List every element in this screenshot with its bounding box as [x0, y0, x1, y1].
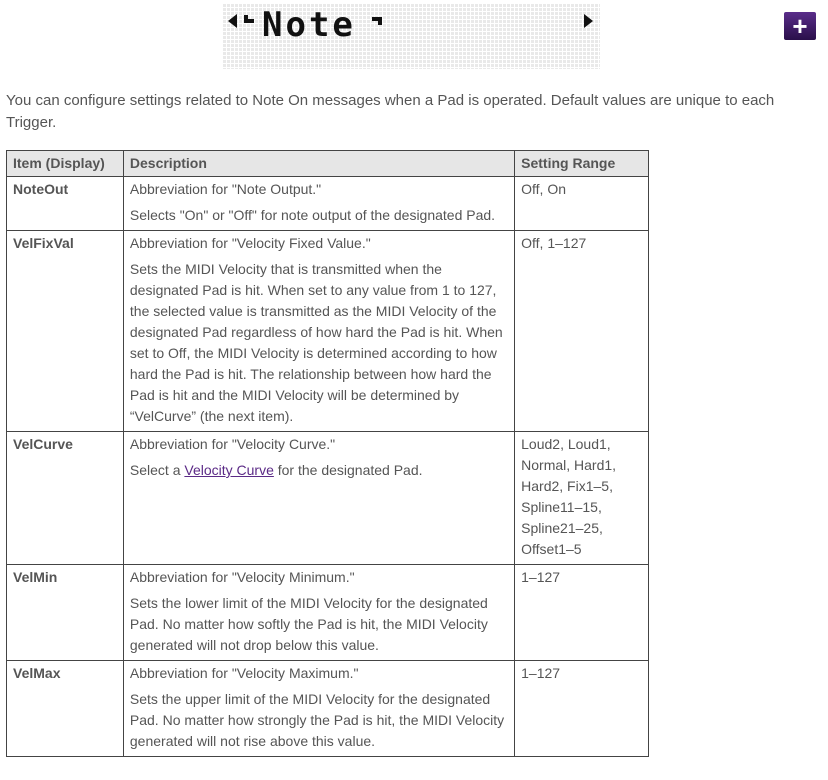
description-text: Select a — [129, 462, 185, 478]
description-cell — [123, 432, 514, 565]
description-detail: Sets the MIDI Velocity that is transmitted when the designated Pad is hit. When set to any value from 1 to 127, the selected value is transmitted as the MIDI Velocity of the designated Pad regardless of how hard the Pad is hit. When set to Off, the MIDI Velocity is determined according to how hard the Pad is hit. The relationship between how hard the Pad is hit and the MIDI Velocity will be determined by “VelCurve” (the next item). — [129, 261, 503, 424]
table-row — [7, 432, 649, 565]
range-cell: Off, 1–127 — [515, 231, 649, 432]
lcd-display — [222, 3, 600, 69]
description-cell — [123, 565, 514, 661]
description-cell — [123, 231, 514, 432]
plus-icon: + — [792, 11, 808, 41]
range-cell: 1–127 — [515, 565, 649, 661]
arrow-right-icon — [584, 14, 593, 28]
table-row — [7, 231, 649, 432]
lcd-title: Note — [262, 5, 356, 45]
expand-button[interactable] — [784, 12, 816, 40]
description-detail: Sets the upper limit of the MIDI Velocity for the designated Pad. No matter how strongly the Pad is hit, the MIDI Velocity generated will not rise above this value. — [129, 691, 505, 749]
description-summary: Abbreviation for "Note Output." — [129, 181, 322, 197]
description-summary: Abbreviation for "Velocity Curve." — [129, 436, 336, 452]
item-cell: VelCurve — [7, 432, 124, 565]
item-cell: VelMin — [7, 565, 124, 661]
item-cell: VelFixVal — [7, 231, 124, 432]
description-cell — [123, 177, 514, 231]
item-cell: VelMax — [7, 661, 124, 757]
description-summary: Abbreviation for "Velocity Fixed Value." — [129, 235, 371, 251]
description-text: for the designated Pad. — [273, 462, 423, 478]
table-row — [7, 565, 649, 661]
table-row — [7, 177, 649, 231]
item-cell: NoteOut — [7, 177, 124, 231]
description-cell — [123, 661, 514, 757]
description-detail: Sets the lower limit of the MIDI Velocity for the designated Pad. No matter how softly the Pad is hit, the MIDI Velocity generated will not drop below this value. — [129, 595, 488, 653]
range-cell: Loud2, Loud1, Normal, Hard1, Hard2, Fix1–5, Spline11–15, Spline21–25, Offset1–5 — [515, 432, 649, 565]
table-header-row — [7, 151, 649, 177]
header-description: Description — [123, 151, 514, 177]
description-summary: Abbreviation for "Velocity Minimum." — [129, 569, 355, 585]
settings-table — [6, 150, 649, 757]
intro-text: You can configure settings related to Note On messages when a Pad is operated. Default values are unique to each Trigger. — [6, 92, 775, 131]
table-row — [7, 661, 649, 757]
header-item: Item (Display) — [7, 151, 124, 177]
description-detail — [130, 460, 508, 481]
velocity-curve-link[interactable]: Velocity Curve — [184, 462, 274, 478]
range-cell: Off, On — [515, 177, 649, 231]
description-summary: Abbreviation for "Velocity Maximum." — [129, 665, 359, 681]
header-setting-range: Setting Range — [515, 151, 649, 177]
description-detail: Selects "On" or "Off" for note output of the designated Pad. — [129, 207, 496, 223]
bracket-right-icon — [372, 17, 382, 25]
arrow-left-icon — [228, 14, 237, 28]
bracket-left-icon — [244, 15, 254, 23]
range-cell: 1–127 — [515, 661, 649, 757]
